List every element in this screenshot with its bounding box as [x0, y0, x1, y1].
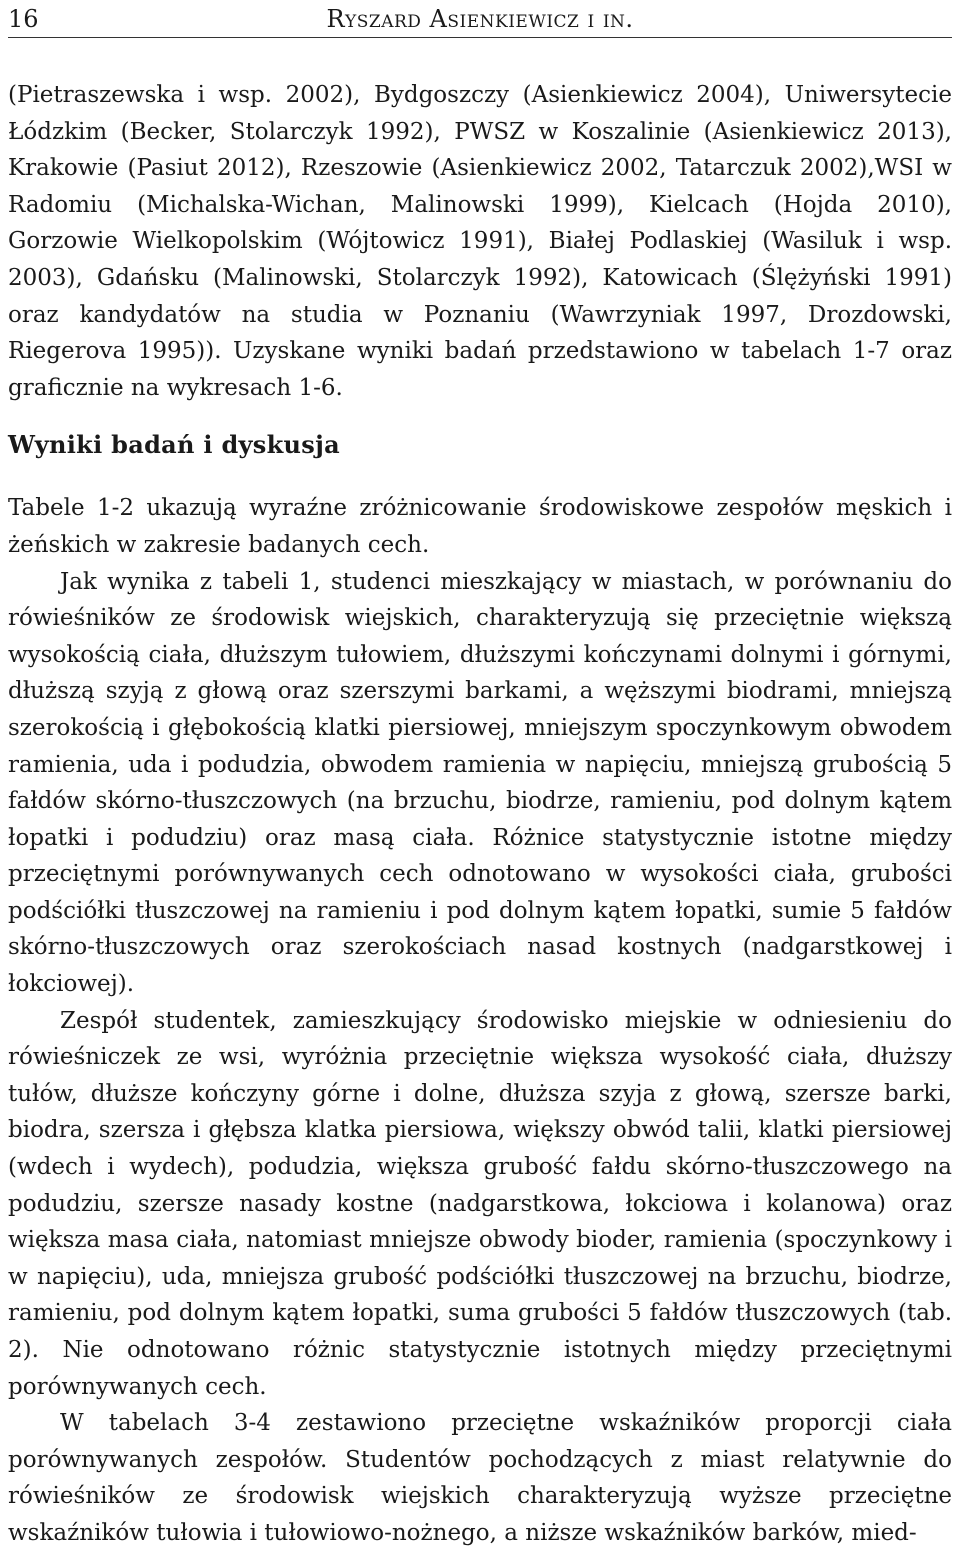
- page-number: 16: [8, 5, 39, 33]
- body-text: [8, 77, 952, 1552]
- paragraph-continued: (Pietraszewska i wsp. 2002), Bydgoszczy (Asienkiewicz 2004), Uniwersytecie Łódzkim (Becker, Stolarczyk 1992), PWSZ w Koszalinie (Asienkiewicz 2013), Krakowie (Pasiut 2012), Rzeszowie (Asienkiewicz 2002, Tatarczuk 2002),WSI w Radomiu (Michalska-Wichan, Malinowski 1999), Kielcach (Hojda 2010), Gorzowie Wielkopolskim (Wójtowicz 1991), Białej Podlaskiej (Wasiluk i wsp. 2003), Gdańsku (Malinowski, Stolarczyk 1992), Katowicach (Ślężyński 1991) oraz kandydatów na studia w Poznaniu (Wawrzyniak 1997, Drozdowski, Riegerova 1995)). Uzyskane wyniki badań przedstawiono w tabelach 1-7 oraz graficznie na wykresach 1-6.: [8, 82, 952, 401]
- running-header: [8, 2, 952, 36]
- document-page: [8, 0, 952, 1552]
- section-heading: Wyniki badań i dyskusja: [8, 430, 340, 460]
- paragraph: Tabele 1-2 ukazują wyraźne zróżnicowanie środowiskowe zespołów męskich i żeńskich w zakresie badanych cech.: [8, 495, 952, 558]
- paragraph: Zespół studentek, zamieszkujący środowisko miejskie w odniesieniu do rówieśniczek ze wsi, wyróżnia przeciętnie większa wysokość ciała, dłuższy tułów, dłuższe kończyny górne i dolne, dłuższa szyja z głową, szersze barki, biodra, szersza i głębsza klatka piersiowa, większy obwód talii, klatki piersiowej (wdech i wydech), podudzia, większa grubość fałdu skórno-tłuszczowego na podudziu, szersze nasady kostne (nadgarstkowa, łokciowa i kolanowa) oraz większa masa ciała, natomiast mniejsze obwody bioder, ramienia (spoczynkowy i w napięciu), uda, mniejsza grubość podściółki tłuszczowej na brzuchu, biodrze, ramieniu, pod dolnym kątem łopatki, suma grubości 5 fałdów tłuszczowych (tab. 2). Nie odnotowano różnic statystycznie istotnych między przeciętnymi porównywanych cech.: [8, 1007, 952, 1400]
- running-title: Ryszard Asienkiewicz i in.: [326, 5, 634, 33]
- paragraph: W tabelach 3-4 zestawiono przeciętne wskaźników proporcji ciała porównywanych zespołów. Studentów pochodzących z miast relatywnie do rówieśników ze środowisk wiejskich charakteryzują wyższe przeciętne wskaźników tułowia i tułowiowo-nożnego, a niższe wskaźników barków, mied-: [8, 1410, 952, 1546]
- paragraph: Jak wynika z tabeli 1, studenci mieszkający w miastach, w porównaniu do rówieśników ze środowisk wiejskich, charakteryzują się przeciętnie większą wysokością ciała, dłuższym tułowiem, dłuższymi kończynami dolnymi i górnymi, dłuższą szyją z głową oraz szerszymi barkami, a węższymi biodrami, mniejszą szerokością i głębokością klatki piersiowej, mniejszym spoczynkowym obwodem ramienia, uda i podudzia, obwodem ramienia w napięciu, mniejszą grubością 5 fałdów skórno-tłuszczowych (na brzuchu, biodrze, ramieniu, pod dolnym kątem łopatki i podudziu) oraz masą ciała. Różnice statystycznie istotne między przeciętnymi porównywanych cech odnotowano w wysokości ciała, grubości podściółki tłuszczowej na ramieniu i pod dolnym kątem łopatki, sumie 5 fałdów skórno-tłuszczowych oraz szerokościach nasad kostnych (nadgarstkowej i łokciowej).: [8, 568, 952, 998]
- header-rule: [8, 37, 952, 38]
